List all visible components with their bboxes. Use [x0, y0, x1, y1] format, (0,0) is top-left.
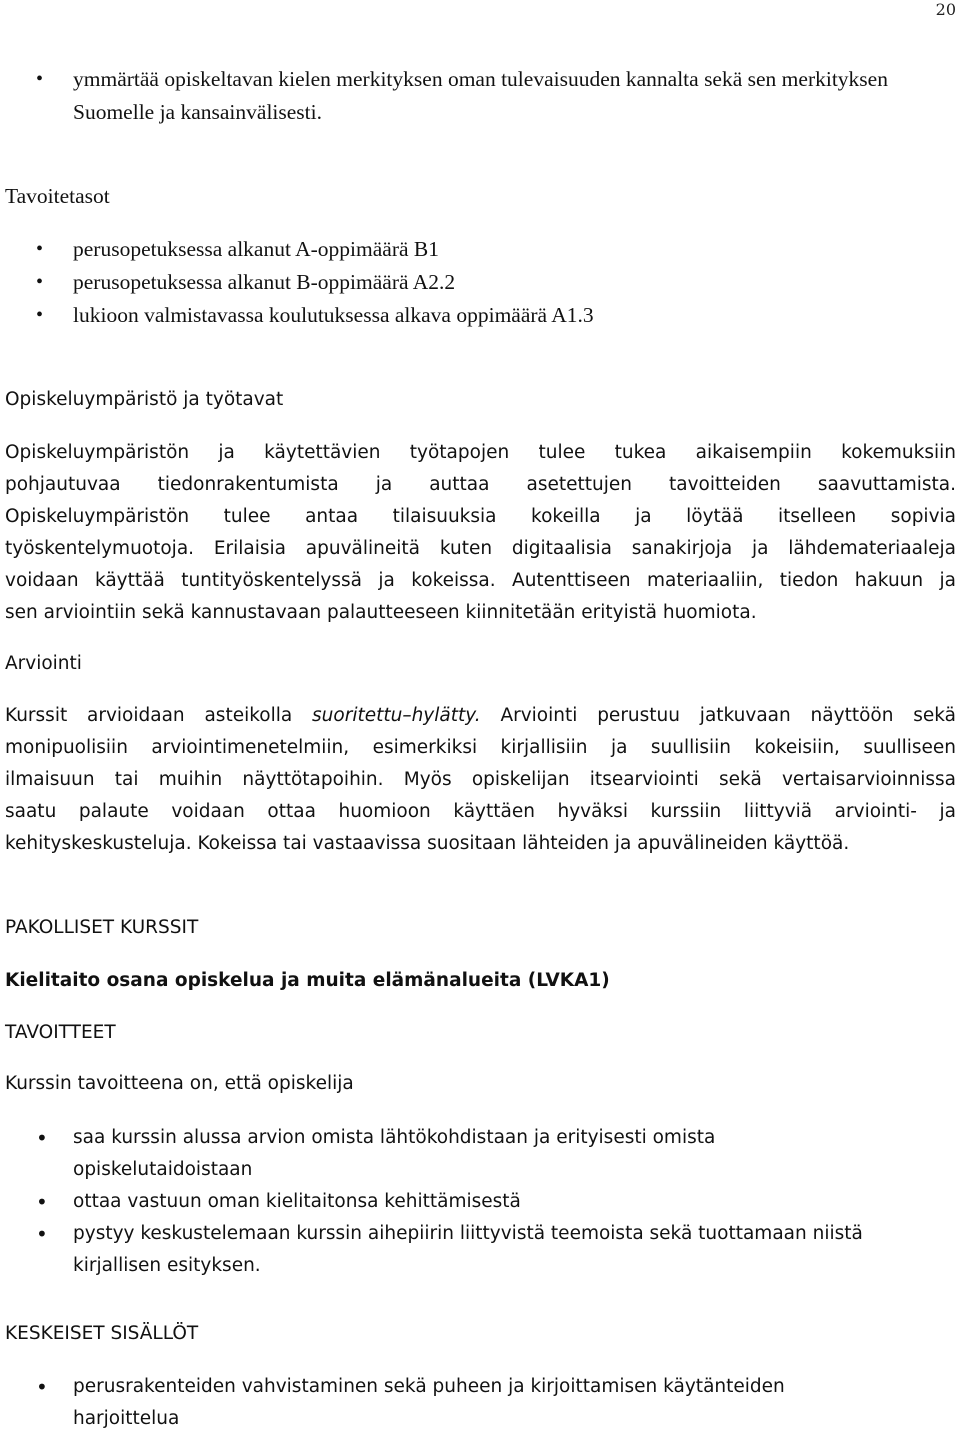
section-heading-keskeiset-sisallot: KESKEISET SISÄLLÖT	[5, 1323, 199, 1344]
arviointi-text: Kurssit arvioidaan asteikolla	[5, 705, 313, 726]
page-number: 20	[935, 0, 956, 19]
tavoitetasot-list	[5, 233, 956, 332]
list-item: • lukioon valmistavassa koulutuksessa alkava oppimäärä A1.3	[5, 299, 956, 332]
paragraph-line: pohjautuvaa tiedonrakentumista ja auttaa asetettujen tavoitteiden saavuttamista.	[5, 474, 956, 495]
section-heading-pakolliset-kurssit: PAKOLLISET KURSSIT	[5, 917, 199, 938]
contents-list	[5, 1371, 956, 1435]
paragraph-line	[5, 700, 956, 732]
list-item: • saa kurssin alussa arvion omista lähtökohdistaan ja erityisesti omista opiskelutaidoistaan	[5, 1122, 793, 1186]
section-heading-tavoitetasot: Tavoitetasot	[5, 184, 110, 208]
opiskeluymparisto-paragraph	[5, 437, 956, 629]
section-heading-arviointi: Arviointi	[5, 653, 82, 674]
course-title: Kielitaito osana opiskelua ja muita elämänalueita (LVKA1)	[5, 970, 610, 991]
paragraph-line: monipuolisiin arviointimenetelmiin, esimerkiksi kirjallisiin ja suullisiin kokeisiin, suulliseen	[5, 737, 956, 758]
goals-list	[5, 1122, 865, 1282]
paragraph-line: kehityskeskusteluja. Kokeissa tai vastaavissa suositaan lähteiden ja apuvälineiden käyttöä.	[5, 833, 850, 854]
intro-bullet-list	[5, 63, 905, 129]
section-heading-tavoitteet: TAVOITTEET	[5, 1022, 116, 1043]
paragraph-line: sen arviointiin sekä kannustavaan palautteeseen kiinnitetään erityistä huomiota.	[5, 602, 757, 623]
paragraph-line: Opiskeluympäristön tulee antaa tilaisuuksia kokeilla ja löytää itselleen sopivia	[5, 506, 956, 527]
paragraph-line: ilmaisuun tai muihin näyttötapoihin. Myös opiskelijan itsearviointi sekä vertaisarvioinnissa	[5, 769, 956, 790]
list-item: • ottaa vastuun oman kielitaitonsa kehittämisestä	[5, 1186, 865, 1218]
list-item: • perusrakenteiden vahvistaminen sekä puheen ja kirjoittamisen käytänteiden harjoittelua	[5, 1371, 793, 1435]
grading-scale: suoritettu–hylätty.	[312, 705, 481, 726]
list-item: • perusopetuksessa alkanut A-oppimäärä B1	[5, 233, 956, 266]
section-heading-opiskeluymparisto: Opiskeluympäristö ja työtavat	[5, 389, 284, 410]
paragraph-line: työskentelymuotoja. Erilaisia apuvälineitä kuten digitaalisia sanakirjoja ja lähdemateriaaleja	[5, 538, 956, 559]
list-item: • ymmärtää opiskeltavan kielen merkityksen oman tulevaisuuden kannalta sekä sen merkityksen Suomelle ja kansainvälisesti.	[5, 63, 905, 129]
list-item: • pystyy keskustelemaan kurssin aihepiirin liittyvistä teemoista sekä tuottamaan niistä kirjallisen esityksen.	[5, 1218, 865, 1282]
arviointi-text: Arviointi perustuu jatkuvaan näyttöön sekä	[480, 705, 956, 726]
goals-intro: Kurssin tavoitteena on, että opiskelija	[5, 1073, 354, 1094]
arviointi-paragraph	[5, 700, 956, 860]
paragraph-line: Opiskeluympäristön ja käytettävien työtapojen tulee tukea aikaisempiin kokemuksiin	[5, 442, 956, 463]
paragraph-line: voidaan käyttää tuntityöskentelyssä ja kokeissa. Autenttiseen materiaaliin, tiedon hakuun ja	[5, 570, 956, 591]
list-item: • perusopetuksessa alkanut B-oppimäärä A2.2	[5, 266, 956, 299]
paragraph-line: saatu palaute voidaan ottaa huomioon käyttäen hyväksi kurssiin liittyviä arviointi- ja	[5, 801, 956, 822]
